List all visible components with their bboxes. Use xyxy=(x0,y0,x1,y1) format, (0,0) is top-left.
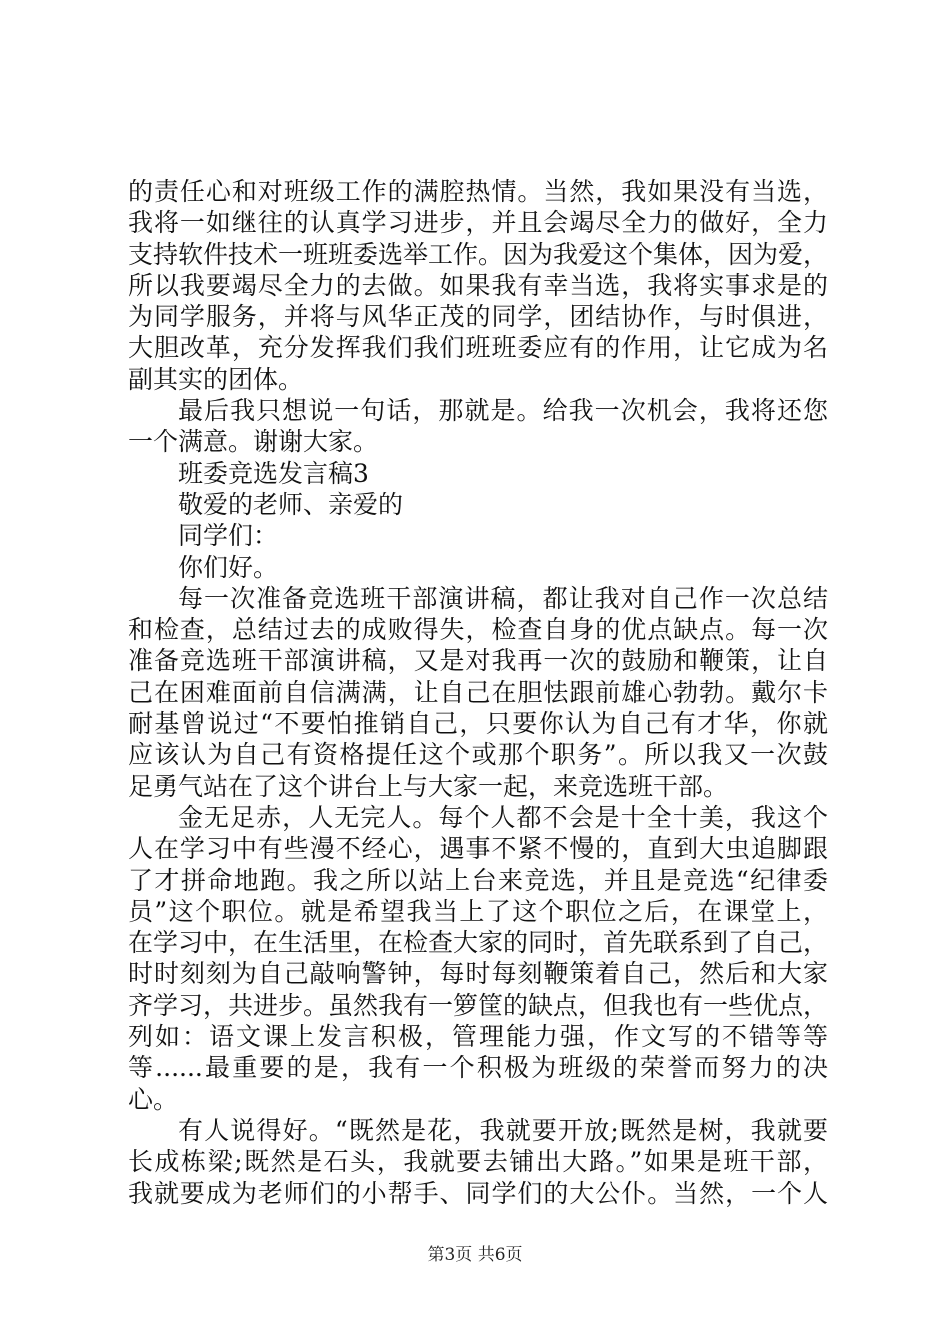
text-line: 每一次准备竞选班干部演讲稿，都让我对自己作一次总结 xyxy=(178,583,828,613)
text-line: 等......最重要的是，我有一个积极为班级的荣誉而努力的决 xyxy=(128,1053,828,1083)
text-line: 和检查，总结过去的成败得失，检查自身的优点缺点。每一次 xyxy=(128,615,828,645)
text-line: 齐学习，共进步。虽然我有一箩筐的缺点，但我也有一些优点， xyxy=(128,990,828,1020)
text-line: 时时刻刻为自己敲响警钟，每时每刻鞭策着自己，然后和大家 xyxy=(128,959,828,989)
text-line: 员”这个职位。就是希望我当上了这个职位之后，在课堂上， xyxy=(128,896,828,926)
text-line: 我就要成为老师们的小帮手、同学们的大公仆。当然，一个人 xyxy=(128,1178,828,1208)
text-line: 有人说得好。“既然是花，我就要开放;既然是树，我就要 xyxy=(178,1115,828,1145)
text-line: 了才拼命地跑。我之所以站上台来竞选，并且是竞选“纪律委 xyxy=(128,865,828,895)
text-line: 的责任心和对班级工作的满腔热情。当然，我如果没有当选， xyxy=(128,177,828,206)
document-body xyxy=(128,176,828,1209)
text-line: 在学习中，在生活里，在检查大家的同时，首先联系到了自己， xyxy=(128,928,828,958)
text-line: 最后我只想说一句话，那就是。给我一次机会，我将还您 xyxy=(178,396,828,426)
text-line: 准备竞选班干部演讲稿，又是对我再一次的鼓励和鞭策，让自 xyxy=(128,646,828,676)
text-line: 你们好。 xyxy=(178,552,279,582)
text-line: 耐基曾说过“不要怕推销自己，只要你认为自己有才华，你就 xyxy=(128,709,828,739)
text-line: 所以我要竭尽全力的去做。如果我有幸当选，我将实事求是的 xyxy=(128,270,828,300)
text-line: 长成栋梁;既然是石头，我就要去铺出大路。”如果是班干部， xyxy=(128,1147,828,1177)
text-line: 同学们： xyxy=(178,521,279,551)
text-line: 应该认为自己有资格提任这个或那个职务”。所以我又一次鼓 xyxy=(128,740,828,770)
text-line: 金无足赤，人无完人。每个人都不会是十全十美，我这个 xyxy=(178,802,828,832)
text-line: 人在学习中有些漫不经心，遇事不紧不慢的，直到大虫追脚跟 xyxy=(128,834,828,864)
text-line: 足勇气站在了这个讲台上与大家一起，来竞选班干部。 xyxy=(128,771,729,801)
text-line: 敬爱的老师、亲爱的 xyxy=(178,489,404,519)
text-line: 己在困难面前自信满满，让自己在胆怯跟前雄心勃勃。戴尔卡 xyxy=(128,677,828,707)
text-line: 支持软件技术一班班委选举工作。因为我爱这个集体，因为爱， xyxy=(128,239,828,269)
text-line: 大胆改革，充分发挥我们我们班班委应有的作用，让它成为名 xyxy=(128,333,828,363)
text-line: 心。 xyxy=(128,1084,179,1114)
text-line: 班委竞选发言稿3 xyxy=(178,458,369,488)
text-line: 列如：语文课上发言积极，管理能力强，作文写的不错等等 xyxy=(128,1022,828,1052)
text-line: 为同学服务，并将与风华正茂的同学，团结协作，与时俱进， xyxy=(128,302,828,332)
text-line: 我将一如继往的认真学习进步，并且会竭尽全力的做好，全力 xyxy=(128,208,828,238)
text-line: 一个满意。谢谢大家。 xyxy=(128,427,379,457)
page-footer: 第3页 共6页 xyxy=(427,1245,523,1265)
text-line: 副其实的团体。 xyxy=(128,364,304,394)
